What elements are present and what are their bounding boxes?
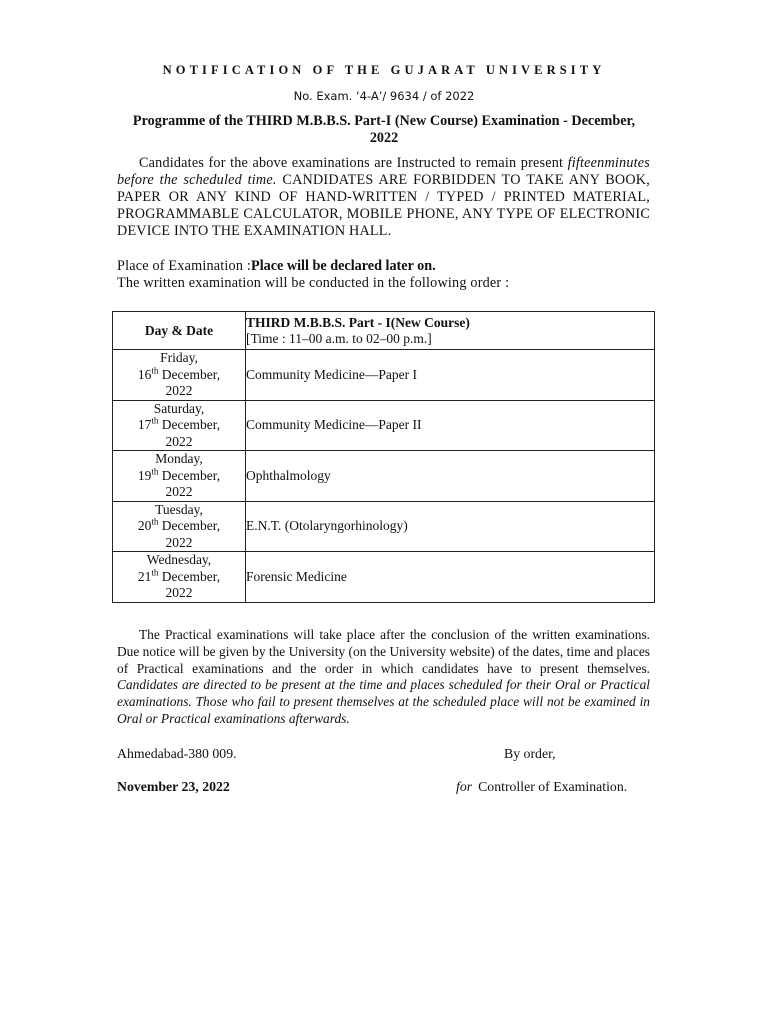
place-value: Place will be declared later on.	[251, 258, 436, 274]
date-sup: th	[151, 415, 159, 426]
day: Tuesday,	[155, 501, 203, 517]
date-num: 20	[137, 518, 152, 533]
table-row	[113, 350, 655, 401]
subject-cell: Community Medicine—Paper I	[246, 350, 655, 401]
date-sup: th	[151, 567, 159, 577]
year: 2022	[165, 534, 193, 550]
place-of-examination	[117, 258, 657, 275]
day: Friday,	[160, 350, 198, 365]
date-cell	[113, 350, 246, 401]
day: Wednesday,	[146, 552, 212, 567]
date-cell	[113, 400, 246, 451]
date-num: 21	[137, 568, 152, 584]
instructions-rest: CANDIDATES ARE FORBIDDEN TO TAKE ANY BOOK, PAPER OR ANY KIND OF HAND-WRITTEN / TYPED / PRINTED MATERIAL, PROGRAMMABLE CALCULATOR, MOBILE PHONE, ANY TYPE OF ELECTRONIC DEVICE INTO THE EXAMINATION HALL.	[117, 172, 651, 239]
schedule-table	[112, 311, 655, 603]
subject-cell: E.N.T. (Otolaryngorhinology)	[246, 501, 655, 552]
practical-plain: The Practical examinations will take place after the conclusion of the written examinations. Due notice will be given by the University (on the University website) of the dates, time and places of Practical examinations and the order in which candidates have to present themselves.	[117, 627, 650, 676]
date-cell	[113, 552, 246, 603]
controller-title: Controller of Examination.	[478, 779, 628, 794]
table-row	[113, 451, 655, 502]
practical-paragraph	[117, 627, 650, 728]
table-row	[113, 400, 655, 451]
month: December,	[161, 518, 221, 533]
programme-title: Programme of the THIRD M.B.B.S. Part-I (New Course) Examination - December, 2022	[132, 113, 636, 146]
header-day-date: Day & Date	[113, 312, 246, 350]
table-row	[113, 501, 655, 552]
instructions-italic: fifteenminutes before the scheduled time.	[117, 155, 650, 188]
day: Saturday,	[153, 400, 205, 416]
controller-signature-line	[456, 779, 627, 795]
date-num: 17	[137, 417, 152, 432]
year: 2022	[165, 585, 193, 600]
schedule-header-row	[113, 312, 655, 350]
instructions-paragraph	[117, 155, 650, 240]
date-sup: th	[151, 365, 159, 375]
subject-cell: Forensic Medicine	[246, 552, 655, 603]
table-row	[113, 552, 655, 603]
place-label: Place of Examination :	[117, 258, 252, 274]
year: 2022	[165, 433, 193, 449]
month: December,	[161, 568, 221, 584]
city-line: Ahmedabad-380 009.	[117, 746, 237, 761]
practical-italic: Candidates are directed to be present at the time and places scheduled for their Oral or Practical examinations. Those who fail to present themselves at the scheduled place will not be examined in Oral or Practical examinations afterwards.	[117, 677, 650, 726]
order-line: The written examination will be conducted in the following order :	[117, 275, 510, 291]
month: December,	[161, 467, 221, 483]
day: Monday,	[155, 451, 203, 466]
date-num: 16	[137, 366, 152, 382]
notification-heading: NOTIFICATION OF THE GUJARAT UNIVERSITY	[162, 63, 606, 77]
header-exam-title: THIRD M.B.B.S. Part - I(New Course)	[246, 314, 470, 330]
date-cell	[113, 501, 246, 552]
header-exam	[246, 312, 655, 350]
date-sup: th	[151, 466, 159, 476]
year: 2022	[165, 484, 193, 499]
month: December,	[161, 366, 221, 382]
date-sup: th	[151, 516, 159, 527]
date-cell	[113, 451, 246, 502]
for-word: for	[456, 779, 473, 794]
header-exam-time: [Time : 11–00 a.m. to 02–00 p.m.]	[246, 330, 432, 346]
exam-number: No. Exam. ‘4-A’/ 9634 / of 2022	[293, 89, 475, 103]
by-order: By order,	[504, 746, 556, 761]
year: 2022	[165, 383, 193, 398]
month: December,	[161, 417, 221, 432]
instructions-lead: Candidates for the above examinations are Instructed to remain present	[139, 155, 564, 171]
notice-date: November 23, 2022	[117, 779, 230, 794]
date-num: 19	[137, 467, 152, 483]
subject-cell: Community Medicine—Paper II	[246, 400, 655, 451]
subject-cell: Ophthalmology	[246, 451, 655, 502]
